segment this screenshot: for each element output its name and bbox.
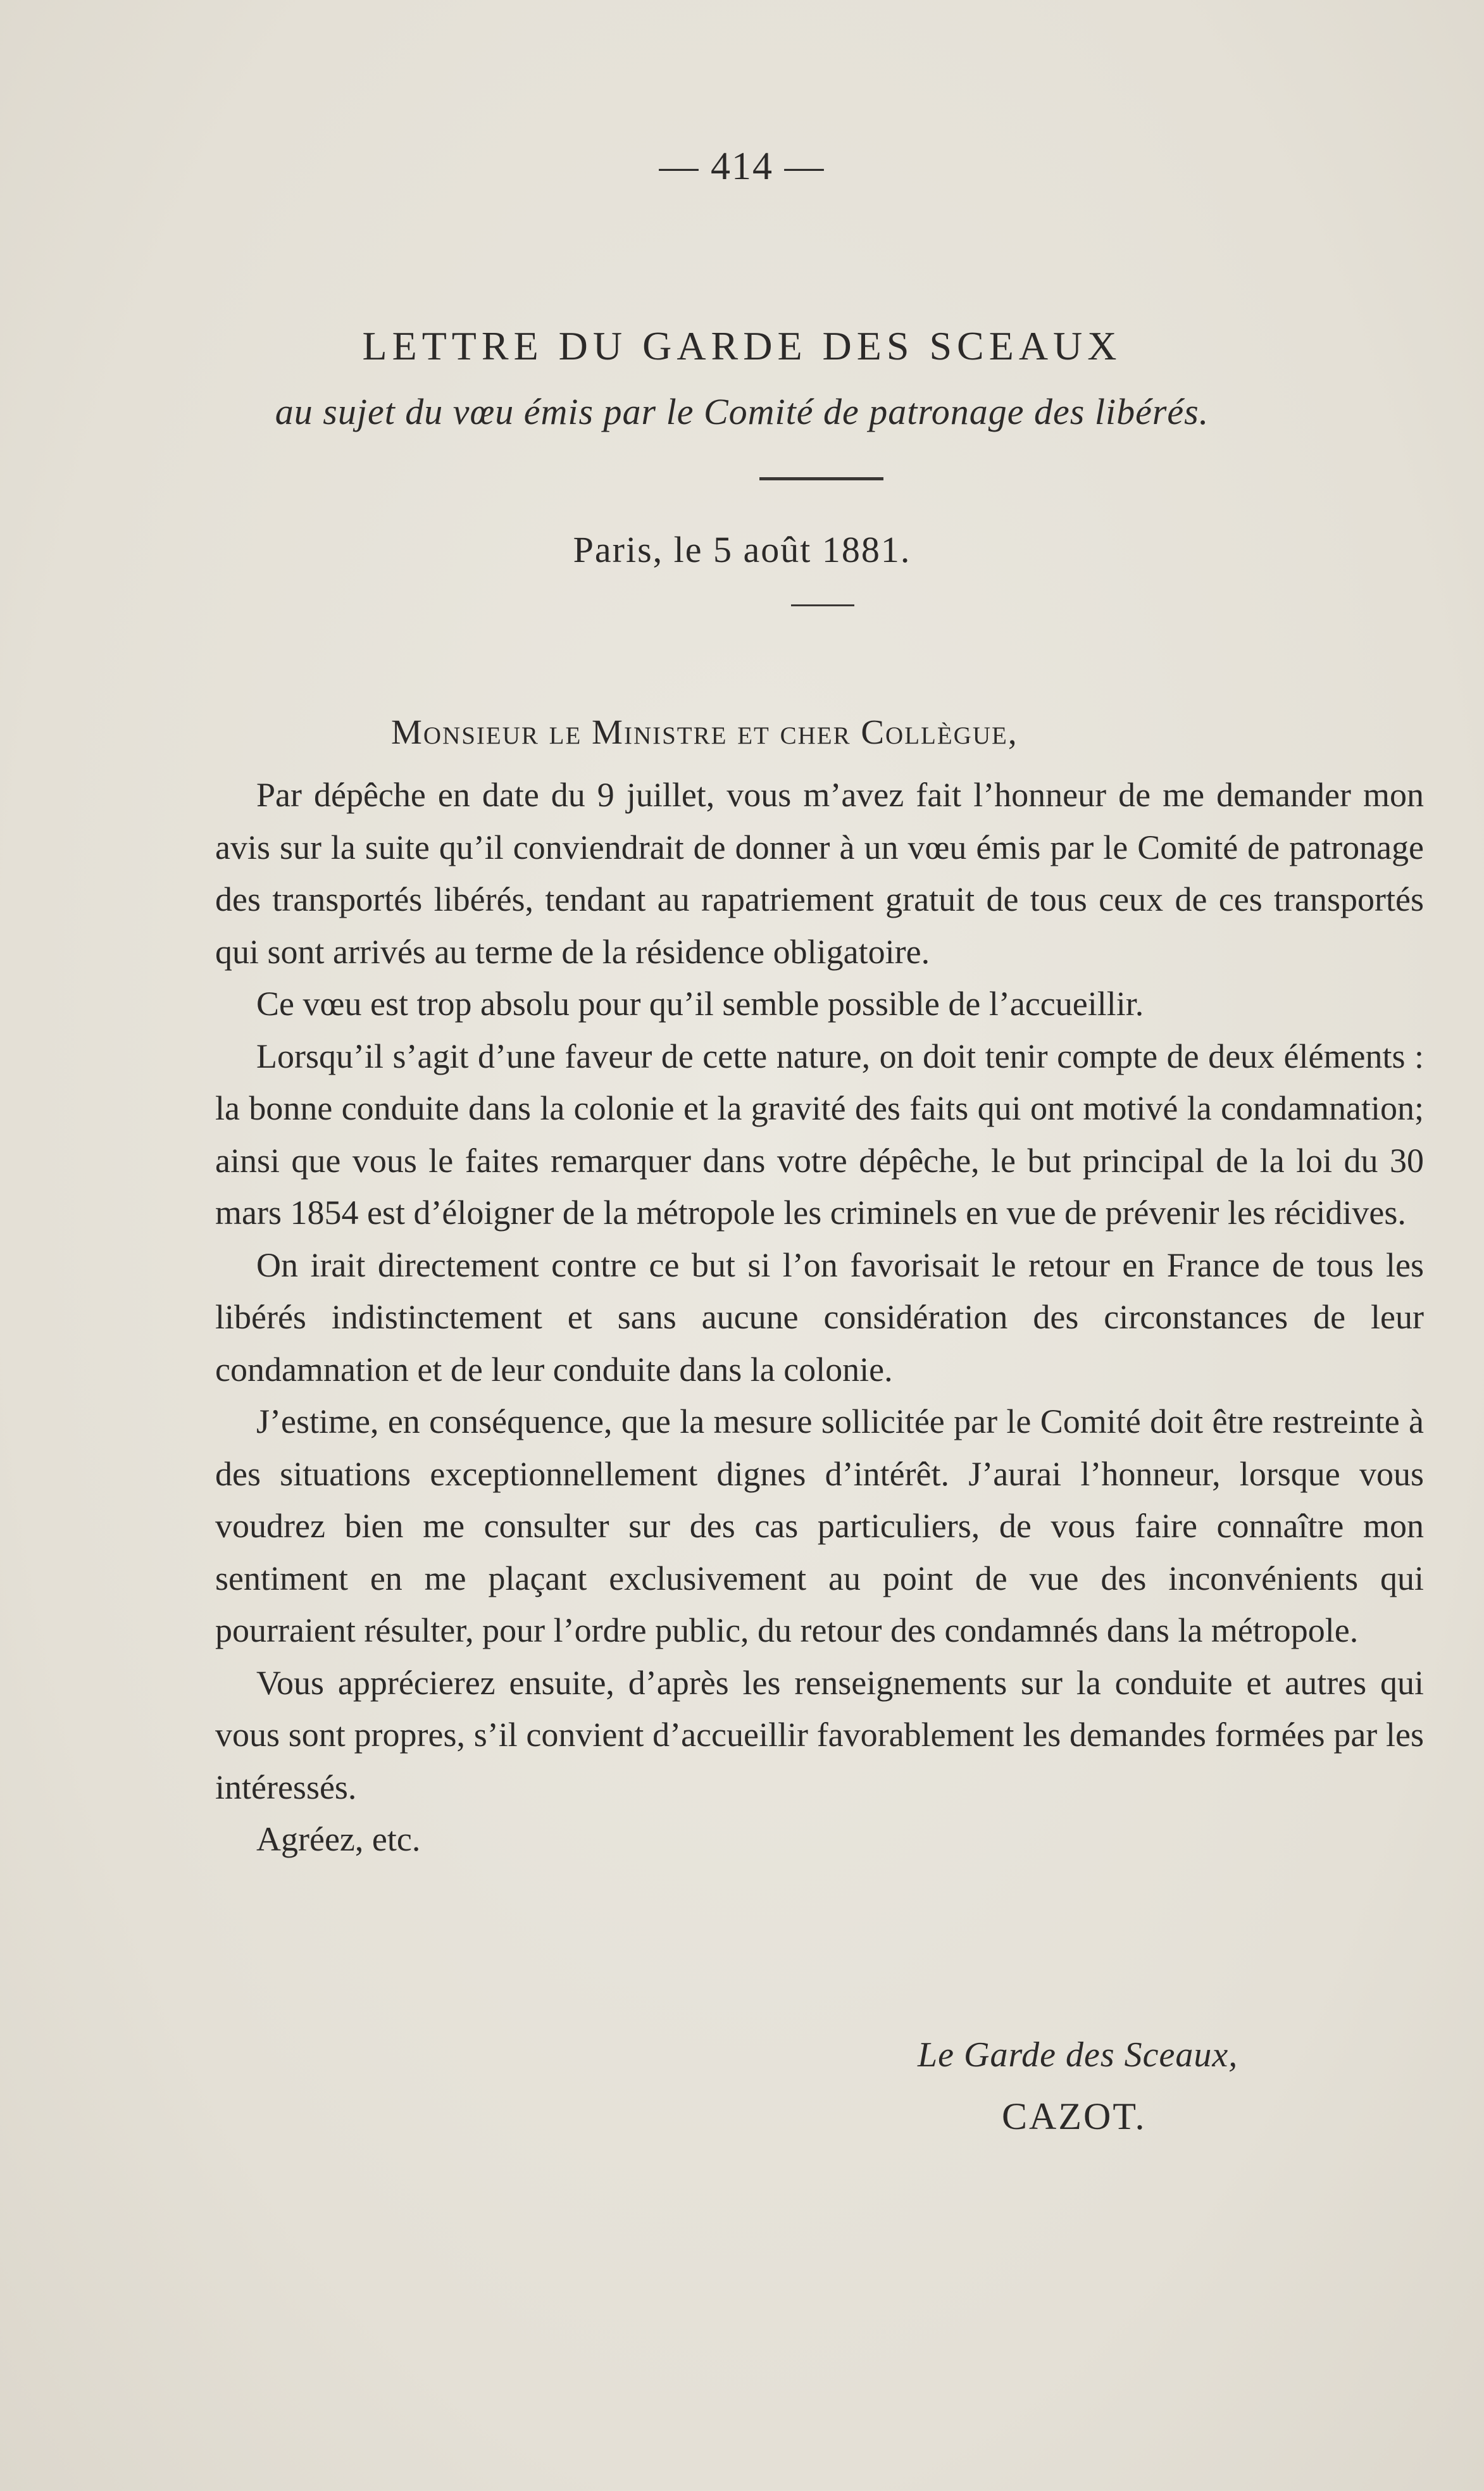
salutation: Monsieur le Ministre et cher Collègue, (391, 713, 1018, 751)
title-divider (759, 477, 883, 480)
letter-body (215, 769, 1424, 1866)
place-date: Paris, le 5 août 1881. (573, 529, 911, 570)
paragraph: On irait directement contre ce but si l’on favorisait le retour en France de tous les libérés indistinctement et sans aucune considération des circonstances de leur condamnation et de leur conduite dans la colonie. (215, 1246, 1424, 1389)
paragraph: Par dépêche en date du 9 juillet, vous m’avez fait l’honneur de me demander mon avis sur la suite qu’il conviendrait de donner à un vœu émis par le Comité de patronage des transportés libérés, tendant au rapatriement gratuit de tous ceux de ces transportés qui sont arrivés au terme de la résidence obligatoire. (215, 776, 1424, 971)
letter-title: LETTRE DU GARDE DES SCEAUX (362, 323, 1122, 368)
signature-title: Le Garde des Sceaux, (918, 2035, 1238, 2075)
paragraph: Ce vœu est trop absolu pour qu’il semble possible de l’accueillir. (256, 985, 1144, 1023)
letter-subtitle: au sujet du vœu émis par le Comité de patronage des libérés. (275, 391, 1209, 432)
date-divider (791, 604, 854, 606)
page-number: — 414 — (659, 145, 825, 188)
paragraph: J’estime, en conséquence, que la mesure sollicitée par le Comité doit être restreinte à des situations exceptionnellement dignes d’intérêt. J’aurai l’honneur, lorsque vous voudrez bien me consulter sur des cas particuliers, de vous faire connaître mon sentiment en me plaçant exclusivement au point de vue des inconvénients qui pourraient résulter, pour l’ordre public, du retour des condamnés dans la métropole. (215, 1402, 1424, 1649)
closing: Agréez, etc. (256, 1820, 421, 1858)
paragraph: Lorsqu’il s’agit d’une faveur de cette nature, on doit tenir compte de deux éléments : la bonne conduite dans la colonie et la gravité des faits qui ont motivé la condamnation; ainsi que vous le faites remarquer dans votre dépêche, le but principal de la loi du 30 mars 1854 est d’éloigner de la métropole les criminels en vue de prévenir les récidives. (215, 1037, 1424, 1232)
paragraph: Vous apprécierez ensuite, d’après les renseignements sur la conduite et autres qui vous sont propres, s’il convient d’accueillir favorablement les demandes formées par les intéressés. (215, 1663, 1424, 1806)
signature-name: CAZOT. (1002, 2095, 1147, 2137)
